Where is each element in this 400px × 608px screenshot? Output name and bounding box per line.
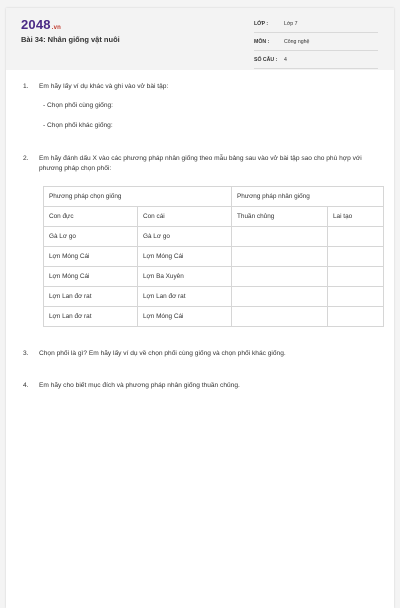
- table-cell-blank[interactable]: [328, 227, 384, 247]
- question-number: 1.: [23, 83, 29, 90]
- table-cell: Lợn Móng Cái: [138, 307, 232, 327]
- meta-row-question-count: [254, 54, 378, 69]
- table-cell-blank[interactable]: [232, 227, 328, 247]
- table-group-header: Phương pháp nhân giống: [232, 187, 384, 207]
- question-text: Em hãy đánh dấu X vào các phương pháp nhân giống theo mẫu bảng sau vào vở bài tập sao cho phù hợp với phương pháp chọn phối:: [39, 155, 362, 172]
- table-row: [44, 227, 384, 247]
- q1-item-same-breed: - Chọn phối cùng giống:: [43, 102, 114, 109]
- question-text: Em hãy lấy ví dụ khác và ghi vào vở bài tập:: [39, 83, 169, 90]
- table-row: [44, 287, 384, 307]
- worksheet-header: [6, 8, 394, 70]
- table-cell: Lợn Móng Cái: [138, 247, 232, 267]
- table-cell-blank[interactable]: [328, 287, 384, 307]
- table-cell: Lợn Lan đơ rat: [44, 287, 138, 307]
- question-text: Em hãy cho biết mục đích và phương pháp nhân giống thuần chủng.: [39, 382, 240, 389]
- table-header-cell: Lai tạo: [328, 207, 384, 227]
- table-cell-blank[interactable]: [232, 267, 328, 287]
- table-row: [44, 267, 384, 287]
- breeding-table: [43, 186, 384, 327]
- table-cell-blank[interactable]: [232, 247, 328, 267]
- table-header-row: [44, 207, 384, 227]
- table-group-header: Phương pháp chọn giống: [44, 187, 232, 207]
- lesson-title: Bài 34: Nhân giống vật nuôi: [21, 35, 120, 44]
- meta-value: Công nghệ: [284, 39, 310, 45]
- table-row: [44, 307, 384, 327]
- meta-key: SỐ CÂU :: [254, 57, 278, 63]
- table-cell: Gà Lơ go: [138, 227, 232, 247]
- table-cell: Lợn Móng Cái: [44, 247, 138, 267]
- meta-key: MÔN :: [254, 39, 270, 45]
- site-logo[interactable]: [21, 17, 61, 32]
- meta-panel: [254, 18, 378, 72]
- table-header-cell: Con đực: [44, 207, 138, 227]
- meta-value: 4: [284, 57, 287, 63]
- table-row: [44, 247, 384, 267]
- question-number: 4.: [23, 382, 29, 389]
- meta-row-subject: [254, 36, 378, 51]
- table-header-cell: Thuần chủng: [232, 207, 328, 227]
- table-header-cell: Con cái: [138, 207, 232, 227]
- table-cell: Lợn Lan đơ rat: [44, 307, 138, 327]
- meta-key: LỚP :: [254, 21, 269, 27]
- table-cell-blank[interactable]: [232, 307, 328, 327]
- table-group-header-row: [44, 187, 384, 207]
- meta-value: Lớp 7: [284, 21, 298, 27]
- question-number: 2.: [23, 155, 29, 162]
- table-cell-blank[interactable]: [232, 287, 328, 307]
- table-cell: Lợn Móng Cái: [44, 267, 138, 287]
- logo-suffix: .vn: [51, 25, 62, 31]
- table-cell: Gà Lơ go: [44, 227, 138, 247]
- meta-row-class: [254, 18, 378, 33]
- worksheet-page: [6, 8, 394, 608]
- table-cell-blank[interactable]: [328, 307, 384, 327]
- table-cell-blank[interactable]: [328, 267, 384, 287]
- table-cell-blank[interactable]: [328, 247, 384, 267]
- logo-text: 2048: [21, 17, 51, 32]
- question-text: Chọn phối là gì? Em hãy lấy ví dụ về chọn phối cùng giống và chọn phối khác giống.: [39, 350, 286, 357]
- table-cell: Lợn Ba Xuyên: [138, 267, 232, 287]
- q1-item-different-breed: - Chọn phối khác giống:: [43, 122, 113, 129]
- table-cell: Lợn Lan đơ rat: [138, 287, 232, 307]
- question-number: 3.: [23, 350, 29, 357]
